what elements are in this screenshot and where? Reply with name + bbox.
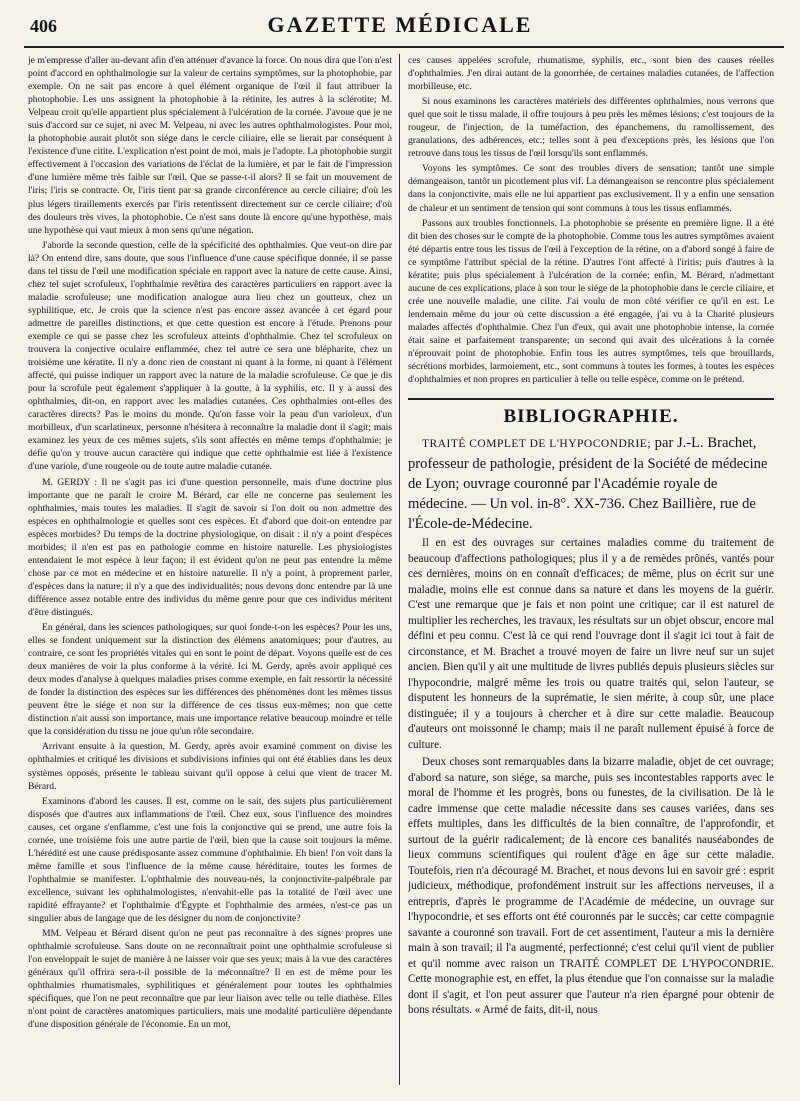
- paragraph: Voyons les symptômes. Ce sont des troubles divers de sensation; tantôt une simple démangeaison, tantôt un picotlement plus vif. La démangeaison se rencontre plus spécialement dans la conjonctivite, mais elle ne lui appartient pas exclusivement. Il y a enfin une sensation de chaleur et un sentiment de tension qui sont communs à tous les tissus enflammés.: [408, 163, 774, 214]
- paragraph: Si nous examinons les caractères matériels des différentes ophthalmies, nous verrons que quel que soit le tissu malade, il offre toujours à peu près les mêmes lésions; c'est toujours de la rougeur, de l'injection, de la tuméfaction, des épanchemens, du ramollissement, des granulations, des adhérences, etc.; telles sont à peu d'exceptions près, les lésions que l'on retrouve dans tous les tissus de l'œil lorsqu'ils sont enflammés.: [408, 96, 774, 160]
- paragraph: Il en est des ouvrages sur certaines maladies comme du traitement de beaucoup d'affections pathologiques; plus il y a de remèdes prônés, vantés pour ces dernières, moins on en connaît d'efficaces; de même, plus on écrit sur une maladie, moins elle est connue dans sa nature et dans les moyens de la guérir. C'est une remarque que je fais et non point une critique; car il est naturel de multiplier les recherches, les travaux, les résultats sur un objet obscur, encore mal défini et peu connu. C'est là ce qui rend l'ouvrage dont il s'agit ici tout à fait de circonstance, et M. Brachet a trouvé moyen de faire un livre neuf sur un sujet ancien. Bien qu'il y ait une multitude de livres publiés depuis plusieurs siècles sur l'hypocondrie, malgré même les trois ou quatre traités qui, selon l'auteur, se disputent les honneurs de la suprématie, le sien mérite, à coup sûr, une place distinguée; il y a toujours à chercher et à dire sur cette maladie. Beaucoup d'auteurs ont moissonné le champ; mais il ne paraît nullement épuisé à force de culture.: [408, 537, 774, 751]
- column-divider: [399, 54, 400, 1085]
- section-rule: [408, 398, 774, 400]
- section-heading: BIBLIOGRAPHIE.: [503, 406, 679, 428]
- paragraph: MM. Velpeau et Bérard disent qu'on ne peut pas reconnaître à des signes propres une ophthalmie scrofuleuse. Sans doute on ne reconnaîtrait point une ophthalmie scrofuleuse si l'on enveloppait le sujet de manière à ne laisser voir que ses yeux; mais à la vue des caractères généraux qu'il offrira sera-t-il possible de la méconnaître? Il en est de même pour les ophthalmies rhumatismales, syphilitiques et généralement pour toutes les ophthalmies spécifiques, que l'on ne peut reconnaître que par leur liaison avec telle ou telle diathèse. Elles n'ont point de caractères anatomiques particuliers, mais une modalité particulière dépendante d'une disposition générale de l'économie. En un mot,: [28, 928, 392, 1031]
- book-citation: [408, 433, 774, 534]
- paragraph: Passons aux troubles fonctionnels. La photophobie se présente en première ligne. Il a été dit bien des choses sur le compte de la photophobie. Comme tous les autres symptômes avaient été départis entre tous les tissus de l'œil à l'exception de la rétine, on a d'abord songé à faire de ce symptôme l'attribut spécial de la rétine. D'autres l'ont affecté à l'iritis; puis d'autres à la kératite; puis plus spécialement à l'ulcération de la cornée; enfin, M. Bérard, n'admettant aucune de ces explications, place à son tour le siége de la photophobie dans le cercle ciliaire, et crée une nouvelle maladie, une cilite. J'ai voulu de mon côté vérifier ce qu'il en est. Le lendemain même du jour où cette discussion a été engagée, j'ai vu à la Charité plusieurs malades affectés d'ophthalmie. Chez l'un d'eux, qui avait une photophobie intense, la cornée était saine et parfaitement transparente; un second qui avait des ulcérations à la cornée n'éprouvait point de photophobie. Enfin tous les autres symptômes, tels que brouillards, sécrétions morbides, larmoiement, etc., sont communs à toutes les formes, à toutes les espèces d'ophthalmies et non propres en particulier à telle ou telle espèce, comme on le prétend.: [408, 217, 774, 386]
- paragraph: En général, dans les sciences pathologiques, sur quoi fonde-t-on les espèces? Pour les uns, elles se fondent uniquement sur la distinction des élémens anatomiques; pour d'autres, au contraire, ce sont les propriétés vitales qui en sont le point de départ. Voyons quelle est de ces deux manières de voir la plus conforme à la vérité. Ici M. Gerdy, après avoir appliqué ces deux modes d'analyse à quelques maladies prises comme exemple, en fait ressortir la nécessité de fonder la distinction des espèces sur les différences des phénomènes dont les mêmes tissus peuvent être le siége et non sur la différence de ces tissus eux-mêmes; non que cette distinction n'ait aussi son importance, mais une importance relative beaucoup moindre et telle que la considération du tissu ne joue qu'un rôle secondaire.: [28, 622, 392, 738]
- page-number: 406: [30, 16, 57, 36]
- review-body: [408, 536, 774, 1019]
- paragraph: J'aborde la seconde question, celle de la spécificité des ophthalmies. Que veut-on dire par là? On entend dire, sans doute, que sous l'influence d'une cause spécifique donnée, il se passe dans tel tissu de l'œil une modification spéciale en rapport avec la nature de cette cause. Ainsi, chez tel sujet scrofuleux, l'ophthalmie revêtira des caractères particuliers en rapport avec la maladie scrofuleuse; une modification analogue aura lieu chez un goutteux, chez un syphilitique, etc. Je crois que la science n'est pas encore assez avancée à cet égard pour admettre de pareilles distinctions, et que cette question est encore à l'étude. Prenons pour exemple ce qui se passe chez les scrofuleux atteints d'ophthalmie. Chez tel scrofuleux on trouvera la conjective oculaire enflammée, chez tel autre ce sera une blépharite, chez un troisième une kératite. Il n'y a donc rien de constant ni quant à la forme, ni quant à l'élément affecté, qui puisse indiquer un rapport avec la nature de la maladie scrofuleuse. Ce que je dis pour la scrofule peut également s'appliquer à la goutte, à la syphilis, etc. Il y a aussi des ophthalmies, dit-on, en rapport avec les maladies cutanées. Ces ophthalmies ont-elles des caractères directs? Pas le moins du monde. Qu'on fasse voir la peau d'un varioleux, d'un morbilleux, d'un scarlatineux, personne n'hésitera à reconnaître la maladie dont il s'agit; mais examinez les yeux de ces mêmes sujets, s'ils sont affectés en même temps d'ophthalmie; je défie qu'on y trouve aucun caractère qui indique que cette ophthalmie est liée à l'existence d'une variole, d'une rougeole ou de toute autre maladie cutanée.: [28, 239, 392, 473]
- paragraph: Examinons d'abord les causes. Il est, comme on le sait, des sujets plus particulièrement disposés que d'autres aux inflammations de l'œil. Chez eux, sous l'influence des moindres causes, cet organe s'enflamme, c'est une fois la conjonctive qui se prend, une autre fois la cornée, une troisième fois une autre partie de l'œil, bien que la cause soit toujours la même. L'hérédité est une cause prédisposante assez commune d'ophthalmie. Eh bien! l'on voit dans la même famille et sous l'influence de la même cause héréditaire, toutes les formes de l'ophthalmie se manifester. L'ophthalmie des nouveau-nés, la conjonctivite-palpébrale par excellence, suivant les ophthalmologistes, n'envahit-elle pas la totalité de l'œil avec une rapidité effrayante? et l'ophthalmie d'Égypte et l'ophthalmie des armées, n'est-ce pas un singulier abus de langage que de les désigner du nom de conjonctivite?: [28, 795, 392, 925]
- left-column: [28, 54, 392, 1085]
- paragraph: je m'empresse d'aller au-devant afin d'en atténuer d'avance la force. On nous dira que l'on n'est point d'accord en ophthalmologie sur la valeur de certains symptômes, sur la photophobie, par exemple. On ne sait pas encore à quel élément organique de l'œil il faut attribuer la photophobie. Les uns assignent la photophobie à la rétinite, les autres à la sclérotite; M. Velpeau croit qu'elle appartient plus spécialement à l'ulcération de la cornée. J'avoue que je ne suis d'accord sur ce sujet, ni avec M. Velpeau, ni avec les autres ophthalmologistes. Pour moi, la photophobie aurait plutôt son siége dans le cercle ciliaire, elle se lierait par conséquent à l'existence d'une citite. L'explication n'est point de moi, mais je l'adopte. La photophobie surgit effectivement à l'occasion des variations de l'éclat de la lumière, et par le fait de l'impression d'une lumière même très faible sur l'œil. Que se passe-t-il alors? Il se fait un mouvement de l'iris; l'iris se contracte. Or, l'iris tient par sa grande circonférence au cercle ciliaire; d'où les plus légers tiraillements exercés par l'iris retentissent directement sur ce cercle ciliaire; d'où des douleurs très vives, la photophobie. Ce n'est sans doute là encore qu'une hypothèse, mais une hypothèse qui vaut mieux à mon sens qu'une négation.: [28, 55, 392, 236]
- journal-title: GAZETTE MÉDICALE: [267, 12, 533, 37]
- paragraph: ces causes appelées scrofule, rhumatisme, syphilis, etc., sont bien des causes réelles d'ophthalmies. J'en dirai autant de la gonorrhée, de certaines maladies cutanées, de l'affection morbilleuse, etc.: [408, 55, 774, 93]
- right-column: [408, 54, 774, 1085]
- paragraph: Deux choses sont remarquables dans la bizarre maladie, objet de cet ouvrage; d'abord sa nature, son siége, sa marche, puis ses incontestables rapports avec le moral de l'homme et les progrès, bons ou funestes, de la civilisation. De là le cadre immense que cette maladie nécessite dans ses causes variées, dans ses effets multiples, dans les difficultés de la bien connaître, de l'approfondir, et surtout de la guérir radicalement; de là encore ces banalités nauséabondes de lieux communs scientifiques qui roulent d'âge en âge sur cette maladie. Toutefois, rien n'a découragé M. Brachet, et nous devons lui en savoir gré : esprit judicieux, méthodique, profondément instruit sur les affections nerveuses, il a entrepris, d'après le programme de l'Académie de médecine, un ouvrage sur l'hypocondrie, et ses efforts ont été couronnés par le succès; car cette compagnie savante a couronné son travail. Fort de cet assentiment, l'auteur a mis la dernière main à son travail; il l'a augmenté, perfectionné; c'est celui qu'il vient de publier et qu'il nomme avec raison un TRAITÉ COMPLET DE L'HYPOCONDRIE. Cette monographie est, en effet, la plus étendue que l'on connaisse sur la maladie dont il s'agit, et l'on peut assurer que l'auteur n'a rien épargné pour obtenir de bons résultats. « Armé de faits, dit-il, nous: [408, 756, 774, 1017]
- book-details: par J.-L. Brachet, professeur de pathologie, président de la Société de médecine de Lyon; ouvrage couronné par l'Académie royale de médecine. — Un vol. in-8°. XX-736. Chez Baillière, rue de l'École-de-Médecine.: [408, 435, 768, 533]
- paragraph: Arrivant ensuite à la question, M. Gerdy, après avoir examiné comment on divise les ophthalmies et critiqué les divisions et subdivisions infinies qui ont été établies dans les deux systèmes opposés, présente le tableau suivant qu'il oppose à celui que vient de tracer M. Bérard.: [28, 741, 392, 792]
- book-title: TRAITÉ COMPLET DE L'HYPOCONDRIE;: [422, 438, 652, 451]
- paragraph: M. GERDY : Il ne s'agit pas ici d'une question personnelle, mais d'une doctrine plus importante que ne paraît le croire M. Bérard, car elle ne concerne pas seulement les ophthalmies, mais toutes les maladies. Il s'agit de savoir si l'on doit ou non admettre des espèces en ophthalmologie et quelles sont ces espèces. Et d'abord que doit-on entendre par espèces morbides? Du temps de la doctrine physiologique, on disait : il n'y a point d'espèces morbides; il n'en est pas en pathologie comme en histoire naturelle. Les physiologistes entendaient le mot espèce à leur façon; il est évident qu'on ne peut pas entendre la même chose par ce mot en médecine et en histoire naturelle. Il n'y a point, à proprement parler, d'espèces dans la nature; il n'y a que des individualités; nous devons donc entendre par là une différence assez notable entre des individus du même genre pour que ces individus méritent d'être distingués.: [28, 476, 392, 618]
- header-rule: [24, 46, 784, 48]
